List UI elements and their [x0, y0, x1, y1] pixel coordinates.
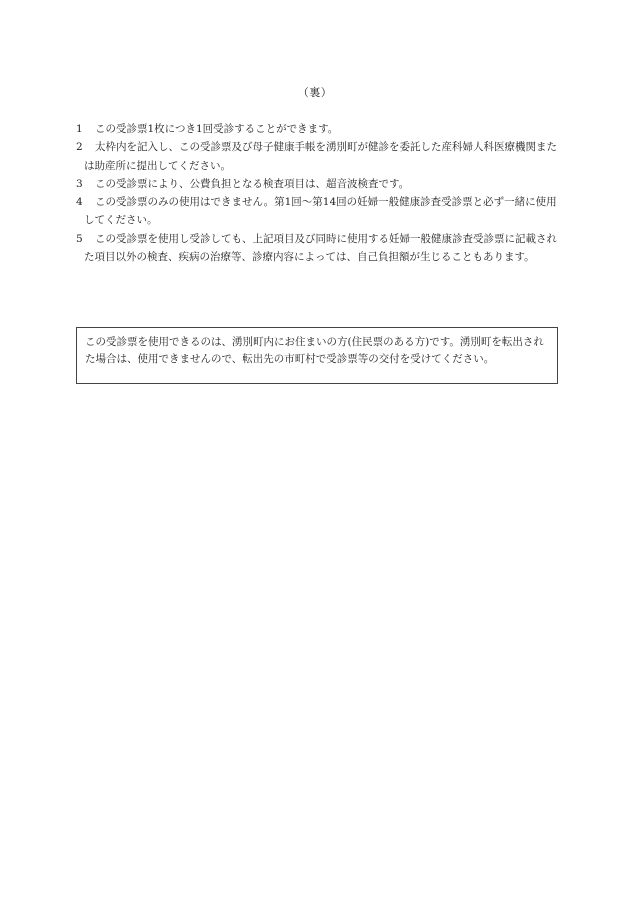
note-item-1: [76, 120, 560, 138]
note-number: 1: [76, 123, 83, 135]
residency-notice-text: この受診票を使用できるのは、湧別町内にお住まいの方(住民票のある方)です。湧別町を転出された場合は、使用できませんので、転出先の市町村で受診票等の交付を受けてください。: [85, 336, 544, 365]
note-item-5: [76, 230, 560, 267]
note-text: 太枠内を記入し、この受診票及び母子健康手帳を湧別町が健診を委託した産科婦人科医療機関または助産所に提出してください。: [84, 141, 557, 172]
note-number: 3: [76, 177, 83, 190]
note-number: 5: [76, 232, 83, 245]
note-item-2: [76, 138, 560, 175]
notes-list: [76, 120, 560, 266]
residency-notice-box: [76, 327, 558, 384]
note-item-4: [76, 193, 560, 230]
note-text: この受診票のみの使用はできません。第1回～第14回の妊婦一般健康診査受診票と必ず一緒に使用してください。: [84, 196, 557, 227]
note-text: この受診票を使用し受診しても、上記項目及び同時に使用する妊婦一般健康診査受診票に記載された項目以外の検査、疾病の治療等、診療内容によっては、自己負担額が生じることもあります。: [84, 232, 557, 264]
note-item-3: [76, 175, 560, 193]
note-number: 2: [76, 141, 83, 154]
note-text: この受診票により、公費負担となる検査項目は、超音波検査です。: [95, 177, 410, 190]
note-text: この受診票1枚につき1回受診することができます。: [95, 123, 339, 135]
note-number: 4: [76, 196, 83, 209]
page-heading: （裏）: [297, 86, 333, 99]
